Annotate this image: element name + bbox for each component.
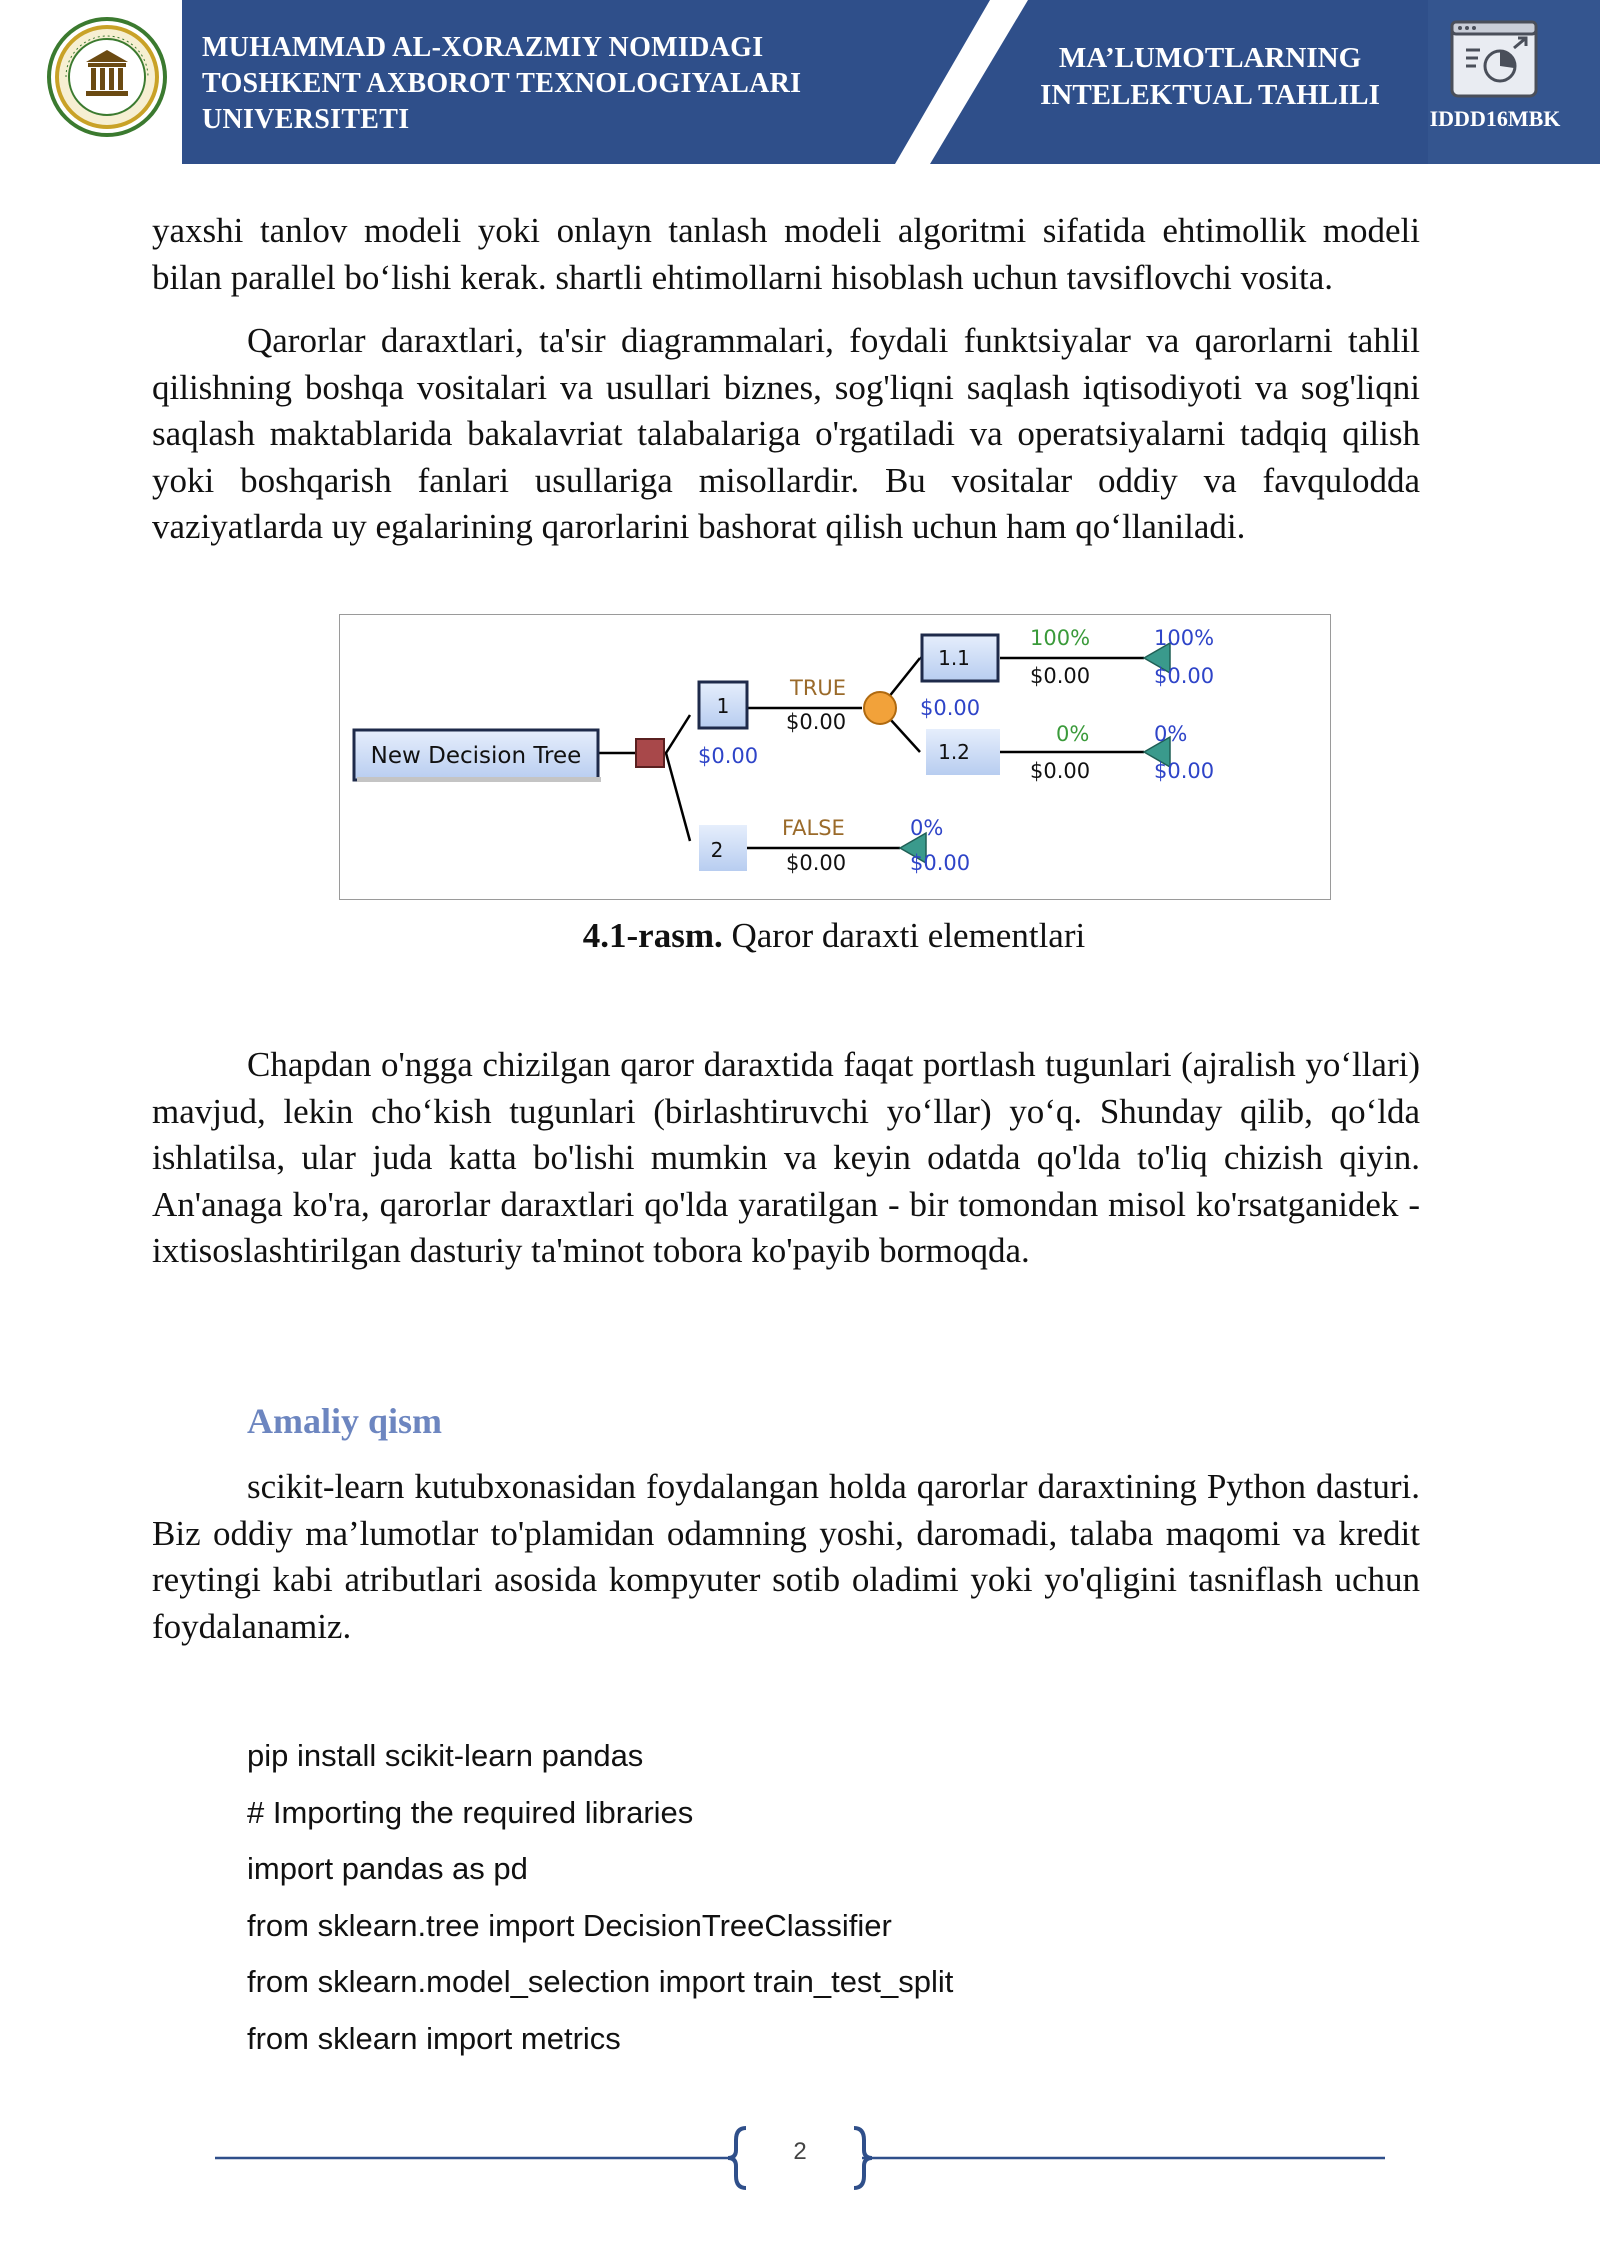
true-branch-label: TRUE [790, 676, 847, 700]
node-2-label: 2 [710, 838, 724, 862]
node-1-2-label: 1.2 [938, 740, 970, 764]
course-name [1010, 40, 1410, 114]
false-branch-value: $0.00 [786, 851, 847, 875]
university-name [202, 30, 822, 138]
end-2-prob: 0% [910, 816, 944, 840]
analytics-monitor-icon [1448, 18, 1542, 102]
root-node-label: New Decision Tree [370, 743, 582, 769]
decision-tree-diagram [340, 615, 1330, 899]
node-1-1-value: $0.00 [1030, 664, 1091, 688]
end-1-2-value: $0.00 [1154, 759, 1215, 783]
course-code: IDDD16MBK [1429, 106, 1561, 131]
course-name-line-2: INTELEKTUAL TAHLILI [1040, 79, 1380, 111]
root-node [354, 730, 601, 782]
node-1-1-label: 1.1 [938, 646, 970, 670]
node-1-1-prob: 100% [1030, 626, 1091, 650]
page-footer [0, 2120, 1600, 2200]
course-name-line-1: MA’LUMOTLARNING [1058, 42, 1362, 74]
code-line: from sklearn.tree import DecisionTreeClassifier [247, 1907, 892, 1943]
paragraph-2: Qarorlar daraxtlari, ta'sir diagrammalari, foydali funktsiyalar va qarorlarni tahlil qilishning boshqa vositalari va usullari biznes, sog'liqni saqlash iqtisodiyoti va sog'liqni saqlash maktablarida bakalavriat talabalariga o'rgatiladi va operatsiyalarni tadqiq qilish yoki boshqarish fanlari usullariga misollardir. Bu vositalar oddiy va favqulodda vaziyatlarda uy egalarining qarorlarini bashorat qilish uchun ham qo‘llaniladi. [152, 321, 1420, 546]
node-1-2-value: $0.00 [1030, 759, 1091, 783]
decision-node-icon [636, 739, 664, 767]
end-2-value: $0.00 [910, 851, 971, 875]
true-branch-value: $0.00 [786, 710, 847, 734]
university-name-line-3: UNIVERSITETI [202, 104, 410, 135]
chance-node-icon [864, 692, 896, 724]
figure-caption [0, 916, 1600, 956]
page-number: 2 [793, 2138, 807, 2165]
code-line: from sklearn.model_selection import train_test_split [247, 1964, 954, 1999]
code-line: pip install scikit-learn pandas [247, 1738, 644, 1773]
node-1 [698, 682, 758, 768]
decision-tree-figure [339, 614, 1331, 900]
university-name-line-1: MUHAMMAD AL-XORAZMIY NOMIDAGI [202, 32, 764, 63]
figure-caption-text: Qaror daraxti elementlari [722, 916, 1086, 955]
code-line: # Importing the required libraries [247, 1794, 694, 1830]
end-1-2-prob: 0% [1154, 722, 1188, 746]
node-1-1 [920, 626, 1090, 720]
paragraph-3: Chapdan o'ngga chizilgan qaror daraxtida faqat portlash tugunlari (ajralish yo‘llari) mavjud, lekin cho‘kish tugunlari (birlashtiruvchi yo‘llar) yo‘q. Shunday qilib, qo‘lda ishlatilsa, ular juda katta bo'lishi mumkin va keyin odatda qo'lda to'liq chizish qiyin. An'anaga ko'ra, qarorlar daraxtlari qo'lda yaratilgan - bir tomondan misol ko'rsatganidek - ixtisoslashtirilgan dasturiy ta'minot tobora ko'payib bormoqda. [152, 1045, 1420, 1270]
page-header [0, 0, 1600, 164]
node-1-label: 1 [716, 694, 730, 718]
figure-caption-number: 4.1-rasm. [582, 916, 723, 955]
code-line: import pandas as pd [247, 1851, 528, 1886]
false-branch-label: FALSE [782, 816, 845, 840]
paragraph-4: scikit-learn kutubxonasidan foydalangan holda qarorlar daraxtining Python dasturi. Biz oddiy ma’lumotlar to'plamidan odamning yoshi, daromadi, talaba maqomi va kredit reytingi kabi atributlari asosida kompyuter sotib oladimi yoki yo'qligini tasniflash uchun foydalanamiz. [152, 1467, 1420, 1646]
university-name-line-2: TOSHKENT AXBOROT TEXNOLOGIYALARI [202, 68, 802, 99]
end-1-1-prob: 100% [1154, 626, 1215, 650]
chance-node-value: $0.00 [920, 696, 981, 720]
paragraph-1: yaxshi tanlov modeli yoki onlayn tanlash modeli algoritmi sifatida ehtimollik modeli bilan parallel bo‘lishi kerak. shartli ehtimollarni hisoblash uchun tavsiflovchi vosita. [152, 211, 1420, 297]
logo-box [32, 0, 182, 164]
university-logo-icon [46, 16, 168, 138]
node-1-2-prob: 0% [1056, 722, 1090, 746]
code-line: from sklearn import metrics [247, 2020, 621, 2056]
end-1-1-value: $0.00 [1154, 664, 1215, 688]
node-2 [699, 825, 747, 871]
node-1-value: $0.00 [698, 744, 759, 768]
section-title: Amaliy qism [247, 1401, 443, 1441]
code-block [247, 1728, 953, 2067]
